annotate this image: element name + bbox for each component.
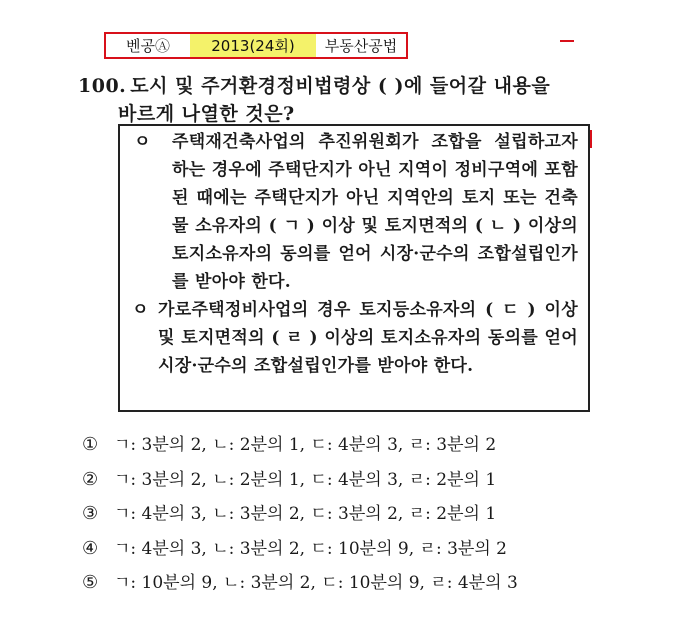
question-text-2: 바르게 나열한 것은? [118, 103, 295, 125]
header-exam-year: 2013(24회) [190, 34, 316, 57]
option-text: ㄱ: 4분의 3, ㄴ: 3분의 2, ㄷ: 10분의 9, ㄹ: 3분의 2 [114, 538, 507, 559]
option-number: ④ [82, 537, 99, 559]
condition-box [118, 124, 590, 412]
question-number: 100. [78, 75, 127, 97]
condition-bullet: ㅇ [134, 132, 151, 152]
option-text: ㄱ: 10분의 9, ㄴ: 3분의 2, ㄷ: 10분의 9, ㄹ: 4분의 3 [114, 573, 518, 594]
option-text: ㄱ: 4분의 3, ㄴ: 3분의 2, ㄷ: 3분의 2, ㄹ: 2분의 1 [114, 504, 497, 525]
answer-option-4[interactable] [82, 532, 642, 567]
question-line-1 [78, 72, 618, 100]
red-mark-right [590, 130, 592, 148]
condition-bullet: ㅇ [132, 300, 149, 320]
answer-option-1[interactable] [82, 428, 642, 463]
header-brand: 벤공Ⓐ [126, 37, 170, 55]
option-number: ① [82, 434, 99, 456]
condition-item [132, 296, 578, 380]
option-text: ㄱ: 3분의 2, ㄴ: 2분의 1, ㄷ: 4분의 3, ㄹ: 2분의 1 [114, 469, 497, 490]
exam-header [104, 32, 408, 59]
header-subject: 부동산공법 [324, 37, 398, 55]
answer-option-2[interactable] [82, 463, 642, 498]
option-text: ㄱ: 3분의 2, ㄴ: 2분의 1, ㄷ: 4분의 3, ㄹ: 3분의 2 [114, 435, 497, 456]
question-stem [78, 72, 618, 128]
option-number: ⑤ [82, 572, 99, 594]
option-number: ② [82, 468, 99, 490]
condition-text: 주택재건축사업의 추진위원회가 조합을 설립하고자 하는 경우에 주택단지가 아닌 지역이 정비구역에 포함된 때에는 주택단지가 아닌 지역안의 토지 또는 건축물 소유자의 ( ㄱ ) 이상 및 토지면적의 ( ㄴ ) 이상의 토지소유자의 동의를 얻어 시장·군수의 조합설립인가를 받아야 한다. [172, 132, 578, 292]
question-text-1: 도시 및 주거환경정비법령상 ( )에 들어갈 내용을 [130, 75, 551, 97]
answer-option-3[interactable] [82, 497, 642, 532]
condition-text: 가로주택정비사업의 경우 토지등소유자의 ( ㄷ ) 이상 및 토지면적의 ( ㄹ ) 이상의 토지소유자의 동의를 얻어 시장·군수의 조합설립인가를 받아야 한다. [158, 300, 578, 376]
red-mark-top [560, 40, 574, 42]
condition-item [132, 128, 578, 296]
answer-options [82, 428, 642, 601]
answer-option-5[interactable] [82, 566, 642, 601]
option-number: ③ [82, 503, 99, 525]
